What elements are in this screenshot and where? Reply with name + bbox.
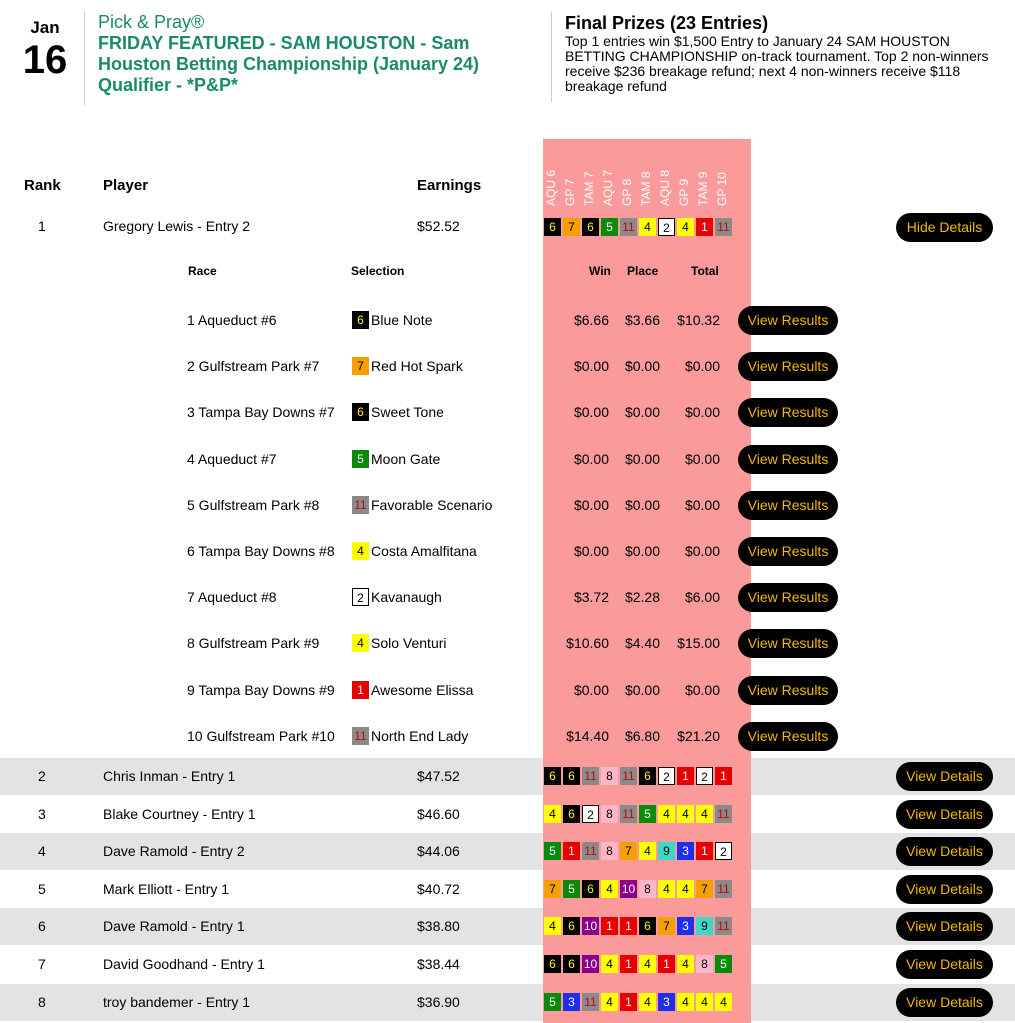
rank: 5 (38, 880, 46, 897)
pick-chip: 9 (658, 842, 675, 860)
player-name: Dave Ramold - Entry 1 (103, 918, 245, 935)
total-amount: $0.00 (684, 358, 720, 375)
selection-number-chip: 5 (352, 450, 369, 468)
pick-chip: 7 (563, 218, 580, 236)
horse-name: North End Lady (371, 727, 469, 744)
pick-chips (543, 842, 752, 860)
view-results-button[interactable]: View Results (738, 722, 838, 751)
pick-chip: 4 (639, 955, 656, 973)
race-row (0, 713, 1015, 759)
win-amount: $0.00 (573, 496, 609, 513)
win-amount: $0.00 (573, 404, 609, 421)
race-name: 4 Aqueduct #7 (187, 450, 277, 467)
race-name: 3 Tampa Bay Downs #7 (187, 404, 335, 421)
pick-chips (543, 955, 752, 973)
pick-chip: 11 (715, 805, 732, 823)
earnings-header: Earnings (417, 177, 482, 194)
pick-chip: 6 (563, 917, 580, 935)
race-row (0, 436, 1015, 482)
player-name: Chris Inman - Entry 1 (103, 768, 236, 784)
selection-header: Selection (351, 264, 405, 278)
player-header: Player (103, 177, 149, 194)
earnings: $40.72 (417, 880, 460, 897)
total-amount: $0.00 (684, 496, 720, 513)
race-name: 6 Tampa Bay Downs #8 (187, 543, 335, 559)
event-info (98, 12, 543, 96)
pick-chip: 8 (601, 842, 618, 860)
pick-chip: 3 (677, 842, 694, 860)
pick-chip: 9 (696, 917, 713, 935)
rank: 4 (38, 843, 46, 860)
track-label: GP 10 (715, 172, 729, 206)
pick-chips (543, 880, 752, 898)
pick-chip: 2 (715, 842, 732, 860)
pick-chip: 6 (544, 767, 561, 785)
place-header: Place (627, 264, 659, 278)
pick-chip: 4 (601, 993, 618, 1011)
horse-name: Blue Note (371, 312, 433, 328)
race-header: Race (188, 264, 217, 278)
player-name: Mark Elliott - Entry 1 (103, 880, 230, 897)
horse-name: Moon Gate (371, 450, 441, 467)
pick-chip: 10 (621, 881, 636, 896)
track-header (601, 146, 615, 206)
rank: 1 (38, 218, 46, 234)
earnings: $52.52 (417, 218, 460, 234)
race-row (0, 574, 1015, 620)
view-results-button[interactable]: View Results (738, 352, 838, 381)
race-name: 10 Gulfstream Park #10 (187, 727, 335, 744)
leaderboard-row[interactable] (0, 796, 1015, 833)
pick-chip: 4 (715, 993, 732, 1011)
track-header (715, 146, 729, 206)
view-details-button[interactable]: View Details (896, 837, 993, 866)
pick-chip: 4 (658, 805, 675, 823)
win-amount: $10.60 (566, 635, 609, 652)
pick-chip: 4 (696, 805, 713, 823)
earnings: $38.44 (417, 956, 460, 972)
horse-name: Awesome Elissa (371, 681, 474, 698)
race-row (0, 667, 1015, 713)
prizes-heading: Final Prizes (23 Entries) (565, 13, 769, 33)
race-name: 9 Tampa Bay Downs #9 (187, 681, 335, 698)
pick-chip: 1 (696, 842, 713, 860)
pick-chip: 7 (544, 880, 561, 898)
pick-chip: 11 (582, 767, 599, 785)
pick-chip: 2 (658, 218, 675, 236)
pick-chip: 4 (677, 218, 694, 236)
pick-chip: 7 (658, 917, 675, 935)
place-amount: $3.66 (624, 312, 660, 328)
view-details-button[interactable]: View Details (896, 912, 993, 941)
pick-chip: 2 (658, 767, 675, 785)
leaderboard-row[interactable] (0, 984, 1015, 1021)
track-label: TAM 9 (696, 171, 710, 206)
rank: 2 (38, 768, 46, 784)
pick-chip: 4 (544, 917, 561, 935)
pick-chip: 4 (677, 993, 694, 1011)
earnings: $36.90 (417, 993, 460, 1010)
win-amount: $0.00 (573, 358, 609, 375)
track-label: AQU 7 (601, 169, 615, 206)
track-header (696, 146, 710, 206)
pick-chip: 1 (696, 218, 713, 236)
pick-chip: 11 (582, 993, 599, 1011)
pick-chip: 4 (639, 842, 656, 860)
leaderboard-row-expanded[interactable] (0, 208, 1015, 245)
place-amount: $0.00 (624, 450, 660, 467)
track-header (544, 146, 558, 206)
earnings: $38.80 (417, 918, 460, 935)
view-details-button[interactable]: View Details (896, 800, 993, 829)
race-row (0, 297, 1015, 343)
rank: 6 (38, 918, 46, 935)
track-label: AQU 8 (658, 169, 672, 206)
pick-chips (543, 767, 752, 785)
race-row (0, 389, 1015, 435)
pick-chip: 11 (715, 880, 732, 898)
place-amount: $0.00 (624, 543, 660, 559)
view-details-button[interactable]: View Details (896, 762, 993, 791)
pick-chip: 1 (658, 955, 675, 973)
view-details-button[interactable]: View Details (896, 988, 993, 1017)
total-amount: $10.32 (677, 312, 720, 328)
place-amount: $0.00 (624, 358, 660, 375)
track-header (620, 146, 634, 206)
pick-chip: 2 (582, 805, 599, 823)
race-name: 2 Gulfstream Park #7 (187, 358, 320, 375)
pick-chip: 1 (620, 917, 637, 935)
track-header (639, 146, 653, 206)
total-amount: $15.00 (677, 635, 720, 652)
selection-number-chip: 11 (352, 727, 369, 745)
view-details-button[interactable]: View Details (896, 875, 993, 904)
pick-chip: 11 (582, 842, 599, 860)
pick-chip: 4 (677, 955, 694, 973)
view-results-button[interactable]: View Results (738, 537, 838, 566)
place-amount: $0.00 (624, 681, 660, 698)
leaderboard-row[interactable] (0, 908, 1015, 945)
total-amount: $0.00 (684, 681, 720, 698)
track-label: GP 8 (620, 178, 634, 206)
pick-chip: 5 (639, 805, 656, 823)
pick-chip: 1 (677, 767, 694, 785)
pick-chips (543, 218, 752, 236)
horse-name: Sweet Tone (371, 404, 444, 421)
total-amount: $6.00 (684, 589, 720, 606)
place-amount: $0.00 (624, 404, 660, 421)
pick-chip: 4 (696, 993, 713, 1011)
rank-header: Rank (24, 177, 61, 194)
horse-name: Costa Amalfitana (371, 543, 477, 559)
pick-chip: 3 (563, 993, 580, 1011)
pick-chip: 4 (544, 805, 561, 823)
pick-chip: 10 (583, 919, 598, 934)
pick-chip: 8 (639, 880, 656, 898)
pick-chip: 1 (601, 917, 618, 935)
win-amount: $6.66 (573, 312, 609, 328)
race-row (0, 343, 1015, 389)
pick-chip: 4 (677, 880, 694, 898)
pick-chip: 6 (582, 218, 599, 236)
pick-chip: 4 (601, 880, 618, 898)
earnings: $44.06 (417, 843, 460, 860)
rank: 8 (38, 993, 46, 1010)
pick-chip: 4 (639, 993, 656, 1011)
race-name: 7 Aqueduct #8 (187, 589, 277, 606)
pick-chip: 5 (544, 842, 561, 860)
hide-details-button[interactable]: Hide Details (896, 213, 993, 242)
track-label: GP 7 (563, 178, 577, 206)
total-amount: $21.20 (677, 727, 720, 744)
win-amount: $3.72 (573, 589, 609, 606)
pick-chip: 1 (563, 842, 580, 860)
pick-chip: 6 (563, 805, 580, 823)
win-amount: $0.00 (573, 681, 609, 698)
view-results-button[interactable]: View Results (738, 491, 838, 520)
view-results-button[interactable]: View Results (738, 676, 838, 705)
track-header (677, 146, 691, 206)
earnings: $47.52 (417, 768, 460, 784)
pick-chip: 4 (658, 880, 675, 898)
player-name: troy bandemer - Entry 1 (103, 993, 251, 1010)
player-name: Blake Courtney - Entry 1 (103, 805, 256, 822)
race-name: 8 Gulfstream Park #9 (187, 635, 320, 652)
horse-name: Red Hot Spark (371, 358, 463, 375)
event-title: FRIDAY FEATURED - SAM HOUSTON - Sam Houston Betting Championship (January 24) Qualifier - *P&P* (98, 33, 480, 95)
pick-chip: 6 (563, 955, 580, 973)
selection-number-chip: 11 (352, 496, 369, 514)
leaderboard-row[interactable] (0, 871, 1015, 908)
pick-chip: 8 (601, 805, 618, 823)
pick-chips (543, 805, 752, 823)
track-label: GP 9 (677, 178, 691, 206)
pick-chip: 1 (620, 993, 637, 1011)
pick-chip: 4 (677, 805, 694, 823)
race-name: 1 Aqueduct #6 (187, 312, 277, 328)
header-divider (84, 12, 85, 106)
win-amount: $0.00 (573, 543, 609, 559)
selection-number-chip: 2 (352, 588, 369, 606)
total-amount: $0.00 (684, 543, 720, 559)
win-header: Win (589, 264, 611, 278)
win-amount: $0.00 (573, 450, 609, 467)
date-day: 16 (22, 38, 68, 82)
pick-chip: 5 (563, 880, 580, 898)
pick-chip: 10 (583, 957, 598, 971)
pick-chip: 5 (715, 955, 732, 973)
player-name: Gregory Lewis - Entry 2 (103, 218, 251, 234)
pick-chip: 6 (544, 218, 561, 236)
pick-chip: 6 (582, 880, 599, 898)
leaderboard-row[interactable] (0, 946, 1015, 983)
pick-chip: 8 (696, 955, 713, 973)
player-name: Dave Ramold - Entry 2 (103, 843, 245, 860)
race-row (0, 528, 1015, 574)
selection-number-chip: 4 (352, 634, 369, 652)
track-label: AQU 6 (544, 169, 558, 206)
track-header (563, 146, 577, 206)
pick-chip: 7 (696, 880, 713, 898)
track-label: TAM 8 (639, 171, 653, 206)
view-results-button[interactable]: View Results (738, 629, 838, 658)
pick-chip: 11 (620, 767, 637, 785)
view-results-button[interactable]: View Results (738, 306, 838, 335)
track-header (658, 146, 672, 206)
place-amount: $4.40 (624, 635, 660, 652)
pick-chip: 6 (639, 767, 656, 785)
pick-chip: 7 (620, 842, 637, 860)
view-results-button[interactable]: View Results (738, 445, 838, 474)
horse-name: Kavanaugh (371, 589, 442, 606)
selection-number-chip: 6 (352, 403, 369, 421)
selection-number-chip: 7 (352, 357, 369, 375)
place-amount: $6.80 (624, 727, 660, 744)
pick-chip: 1 (715, 767, 732, 785)
player-name: David Goodhand - Entry 1 (103, 956, 265, 972)
pick-chips (543, 917, 752, 935)
horse-name: Favorable Scenario (371, 496, 493, 513)
leaderboard-row[interactable] (0, 758, 1015, 795)
rank: 3 (38, 805, 46, 822)
leaderboard-row[interactable] (0, 833, 1015, 870)
prizes-panel (565, 12, 1010, 94)
track-label: TAM 7 (582, 171, 596, 206)
prizes-text: Top 1 entries win $1,500 Entry to January 24 SAM HOUSTON BETTING CHAMPIONSHIP on-track tournament. Top 2 non-winners receive $236 breakage refund; next 4 non-winners receive $118 breakage refund (565, 33, 989, 94)
total-header: Total (691, 264, 719, 278)
pick-chip: 4 (639, 218, 656, 236)
brand-name: Pick & Pray® (98, 12, 205, 32)
pick-chip: 3 (677, 917, 694, 935)
pick-chip: 5 (601, 218, 618, 236)
pick-chip: 11 (620, 805, 637, 823)
race-name: 5 Gulfstream Park #8 (187, 496, 320, 513)
track-header (582, 146, 596, 206)
view-details-button[interactable]: View Details (896, 950, 993, 979)
date-month: Jan (30, 18, 60, 37)
selection-number-chip: 6 (352, 311, 369, 329)
view-results-button[interactable]: View Results (738, 583, 838, 612)
pick-chip: 6 (563, 767, 580, 785)
pick-chip: 2 (696, 767, 713, 785)
horse-name: Solo Venturi (371, 635, 447, 652)
selection-number-chip: 4 (352, 542, 369, 560)
event-date (0, 18, 90, 82)
rank: 7 (38, 956, 46, 972)
pick-chip: 11 (620, 218, 637, 236)
header-divider (551, 12, 552, 102)
pick-chip: 8 (601, 767, 618, 785)
pick-chip: 6 (544, 955, 561, 973)
view-results-button[interactable]: View Results (738, 398, 838, 427)
pick-chip: 4 (601, 955, 618, 973)
total-amount: $0.00 (684, 450, 720, 467)
pick-chips (543, 993, 752, 1011)
race-row (0, 482, 1015, 528)
win-amount: $14.40 (566, 727, 609, 744)
pick-chip: 11 (715, 917, 732, 935)
place-amount: $2.28 (624, 589, 660, 606)
pick-chip: 3 (658, 993, 675, 1011)
race-row (0, 620, 1015, 666)
place-amount: $0.00 (624, 496, 660, 513)
pick-chip: 1 (620, 955, 637, 973)
pick-chip: 5 (544, 993, 561, 1011)
pick-chip: 6 (639, 917, 656, 935)
earnings: $46.60 (417, 805, 460, 822)
selection-number-chip: 1 (352, 681, 369, 699)
pick-chip: 11 (715, 218, 732, 236)
total-amount: $0.00 (684, 404, 720, 421)
